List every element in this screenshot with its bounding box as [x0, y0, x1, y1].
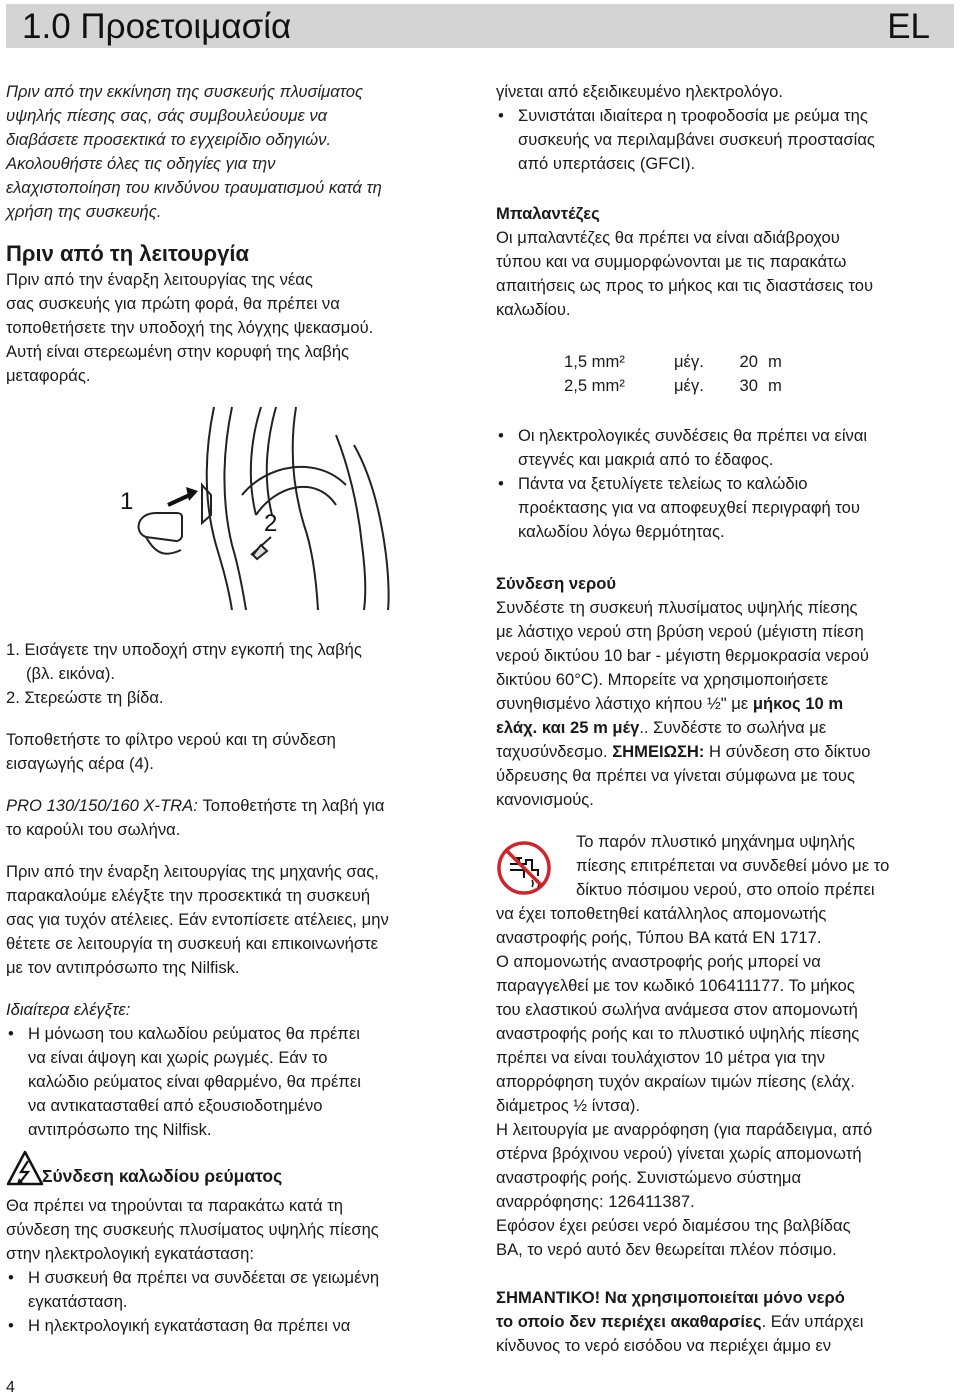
table-cell: μέγ. — [674, 376, 704, 395]
text-line: Τοποθετήστε το φίλτρο νερού και τη σύνδεση — [6, 730, 336, 749]
text-line: Αυτή είναι στερεωμένη στην κορυφή της λαβής — [6, 342, 350, 361]
table-row — [564, 374, 782, 398]
text-line: διάμετρος ½ ίντσα). — [496, 1096, 641, 1115]
model-name: PRO 130/150/160 X-TRA: — [6, 796, 198, 815]
text-line: χρήση της συσκευής. — [6, 202, 162, 221]
text-line: παρακαλούμε ελέγξτε την προσεκτικά τη συσκευή — [6, 886, 371, 905]
electric-hazard-icon — [6, 1150, 44, 1186]
check-special-heading: Ιδιαίτερα ελέγξτε: — [6, 1000, 131, 1019]
text-line: εισαγωγής αέρα (4). — [6, 754, 154, 773]
text-line: Το παρόν πλυστικό μηχάνημα υψηλής — [576, 832, 855, 851]
text-line: Πριν από την εκκίνηση της συσκευής πλυσίματος — [6, 82, 364, 101]
text-bold: μήκος 10 m — [752, 694, 844, 713]
text-line: πίεσης επιτρέπεται να συνδεθεί μόνο με το — [576, 856, 890, 875]
water-paragraph — [496, 596, 958, 812]
figure-label-1: 1 — [120, 488, 134, 515]
text-line: Θα πρέπει να τηρούνται τα παρακάτω κατά τη — [6, 1196, 344, 1215]
text-line: Πριν από την έναρξη λειτουργίας της μηχανής σας, — [6, 862, 379, 881]
page-number: 4 — [6, 1379, 15, 1396]
text-line: κανονισμούς. — [496, 790, 594, 809]
text-line: εγκατάσταση. — [28, 1292, 128, 1311]
check-paragraph — [6, 860, 468, 980]
text-line: αναρρόφησης: 126411387. — [496, 1192, 695, 1211]
text-line: αναστροφής ροής. Συνιστώμενο σύστημα — [496, 1168, 802, 1187]
figure-label-2: 2 — [264, 510, 278, 537]
text-line: Η μόνωση του καλωδίου ρεύματος θα πρέπει — [28, 1024, 360, 1043]
drinking-water-notice — [496, 830, 958, 1262]
text-line: καλωδίου. — [496, 300, 571, 319]
language-code: EL — [887, 7, 930, 46]
text-line: . Εάν υπάρχει — [761, 1312, 864, 1331]
text-line: ταχυσύνδεσμο. — [496, 742, 613, 761]
text-line: δικτύου 60°C). Μπορείτε να χρησιμοποιήσετε — [496, 670, 829, 689]
text-bold: ελάχ. και 25 m μέγ — [496, 718, 640, 737]
text-line: συσκευής να περιλαμβάνει συσκευή προστασίας — [518, 130, 875, 149]
text-line: αναστροφής ροής και το πλυστικό υψηλής πίεσης — [496, 1024, 860, 1043]
step-1-cont: (βλ. εικόνα). — [26, 664, 116, 683]
text-line: Η λειτουργία με αναρρόφηση (για παράδειγμα, από — [496, 1120, 873, 1139]
power-heading: Σύνδεση καλωδίου ρεύματος — [42, 1166, 283, 1186]
text-line: το καρούλι του σωλήνα. — [6, 820, 181, 839]
text-line: .. Συνδέστε το σωλήνα με — [639, 718, 827, 737]
text-line: Οι μπαλαντέζες θα πρέπει να είναι αδιάβροχου — [496, 228, 840, 247]
text-line: καλωδίου λόγω θερμότητας. — [518, 522, 725, 541]
steps-list — [6, 638, 468, 710]
text-line: τύπου και να συμμορφώνονται με τις παρακάτω — [496, 252, 847, 271]
text-line: από υπερτάσεις (GFCI). — [518, 154, 696, 173]
text-line: BA, το νερό αυτό δεν θεωρείται πλέον πόσιμο. — [496, 1240, 837, 1259]
text-line: Οι ηλεκτρολογικές συνδέσεις θα πρέπει να είναι — [518, 426, 868, 445]
power-paragraph — [6, 1194, 468, 1266]
text-line: συνηθισμένο λάστιχο κήπου ½" με — [496, 694, 753, 713]
text-line: Η σύνδεση στο δίκτυο — [704, 742, 871, 761]
table-cell: μέγ. — [674, 352, 704, 371]
pro-paragraph — [6, 794, 468, 842]
text-line: σας για τυχόν ατέλειες. Εάν εντοπίσετε ατέλειες, μην — [6, 910, 389, 929]
text-line: στέρνα βρόχινου νερού) γίνεται χωρίς απομονωτή — [496, 1144, 862, 1163]
text-line: Η συσκευή θα πρέπει να συνδέεται σε γειωμένη — [28, 1268, 380, 1287]
intro-paragraph — [6, 80, 468, 224]
list-item: • Πάντα να ξετυλίγετε τελείως το καλώδιο προέκτασης για να αποφευχθεί περιγραφή του καλωδίου λόγω θερμότητας. — [496, 472, 958, 544]
cable-table — [564, 350, 782, 398]
text-line: Ο απομονωτής αναστροφής ροής μπορεί να — [496, 952, 821, 971]
text-line: Συνιστάται ιδιαίτερα η τροφοδοσία με ρεύμα της — [518, 106, 868, 125]
list-item: • Η συσκευή θα πρέπει να συνδέεται σε γειωμένη εγκατάσταση. — [6, 1266, 468, 1314]
step-1: 1. Εισάγετε την υποδοχή στην εγκοπή της λαβής — [6, 640, 362, 659]
text-line: στην ηλεκτρολογική εγκατάσταση: — [6, 1244, 254, 1263]
text-line: παραγγελθεί με τον κωδικό 106411177. Το μήκος — [496, 976, 855, 995]
text-line: σας συσκευής για πρώτη φορά, θα πρέπει να — [6, 294, 340, 313]
power-list — [6, 1266, 468, 1338]
text-line: με λάστιχο νερού στη βρύση νερού (μέγιστη πίεση — [496, 622, 864, 641]
table-cell: 30 — [739, 376, 758, 395]
right-column — [496, 80, 958, 1358]
text-line: νερού δικτύου 10 bar - μέγιστη θερμοκρασία νερού — [496, 646, 869, 665]
text-line: αντιπρόσωπο της Nilfisk. — [28, 1120, 212, 1139]
table-cell: 1,5 mm² — [564, 352, 625, 371]
text-line: Εφόσον έχει ρεύσει νερό διαμέσου της βαλβίδας — [496, 1216, 851, 1235]
before-operation-text — [6, 268, 468, 388]
check-list — [6, 1022, 468, 1142]
text-line: καλώδιο ρεύματος είναι φθαρμένο, θα πρέπει — [28, 1072, 361, 1091]
text-line: αναστροφής ροής, Τύπου BA κατά EN 1717. — [496, 928, 822, 947]
text-line: κίνδυνος το νερό εισόδου να περιέχει άμμο εν — [496, 1336, 832, 1355]
text-line: ελαχιστοποίηση του κινδύνου τραυματισμού κατά τη — [6, 178, 382, 197]
text-line: πρέπει να είναι τουλάχιστον 10 μέτρα για την — [496, 1048, 826, 1067]
list-item: • Συνιστάται ιδιαίτερα η τροφοδοσία με ρεύμα της συσκευής να περιλαμβάνει συσκευή προστασίας από υπερτάσεις (GFCI). — [496, 104, 958, 176]
text-line: απαιτήσεις ως προς το μήκος και τις διαστάσεις του — [496, 276, 874, 295]
text-line: να είναι άψογη και χωρίς ρωγμές. Εάν το — [28, 1048, 328, 1067]
gfci-list — [496, 104, 958, 176]
text-line: τοποθετήσετε την υποδοχή της λόγχης ψεκασμού. — [6, 318, 374, 337]
text-line: του ελαστικού σωλήνα ανάμεσα στον απομονωτή — [496, 1000, 858, 1019]
text-line: στεγνές και μακριά από το έδαφος. — [518, 450, 774, 469]
electrical-list — [496, 424, 958, 544]
text-line: να αντικατασταθεί από εξουσιοδοτημένο — [28, 1096, 323, 1115]
text-line: δίκτυο πόσιμου νερού, στο οποίο πρέπει — [576, 880, 875, 899]
power-heading-row — [6, 1164, 468, 1194]
text-line: υψηλής πίεσης σας, σάς συμβουλεύουμε να — [6, 106, 328, 125]
extension-heading: Μπαλαντέζες — [496, 204, 600, 223]
table-row — [564, 350, 782, 374]
text-line: Η ηλεκτρολογική εγκατάσταση θα πρέπει να — [28, 1316, 351, 1335]
text-line: μεταφοράς. — [6, 366, 91, 385]
text-line: απορρόφηση τυχόν ακραίων τιμών πίεσης (ελάχ. — [496, 1072, 855, 1091]
filter-paragraph — [6, 728, 468, 776]
text-line: θέτετε σε λειτουργία τη συσκευή και επικοινωνήστε — [6, 934, 379, 953]
text-line: Συνδέστε τη συσκευή πλυσίματος υψηλής πίεσης — [496, 598, 858, 617]
text-line: διαβάσετε προσεκτικά το εγχειρίδιο οδηγιών. — [6, 130, 332, 149]
text-line: Πάντα να ξετυλίγετε τελείως το καλώδιο — [518, 474, 808, 493]
text-bold: το οποίο δεν περιέχει ακαθαρσίες — [496, 1312, 762, 1331]
table-cell: 2,5 mm² — [564, 376, 625, 395]
no-drinking-water-connection-icon — [496, 840, 552, 896]
text-line: ύδρευσης θα πρέπει να γίνεται σύμφωνα με τους — [496, 766, 855, 785]
text-line: με τον αντιπρόσωπο της Nilfisk. — [6, 958, 240, 977]
table-cell: m — [768, 376, 782, 395]
water-heading: Σύνδεση νερού — [496, 574, 617, 593]
continued-text: γίνεται από εξειδικευμένο ηλεκτρολόγο. — [496, 82, 784, 101]
important-paragraph — [496, 1286, 958, 1358]
table-cell: m — [768, 352, 782, 371]
text-line: Ακολουθήστε όλες τις οδηγίες για την — [6, 154, 276, 173]
section-title: 1.0 Προετοιμασία — [22, 7, 292, 46]
list-item: • Οι ηλεκτρολογικές συνδέσεις θα πρέπει να είναι στεγνές και μακριά από το έδαφος. — [496, 424, 958, 472]
page-header — [6, 4, 954, 48]
text-line: σύνδεση της συσκευής πλυσίματος υψηλής πίεσης — [6, 1220, 379, 1239]
step-2: 2. Στερεώστε τη βίδα. — [6, 688, 164, 707]
holder-illustration — [6, 405, 466, 610]
left-column — [6, 80, 468, 1338]
text-line: προέκτασης για να αποφευχθεί περιγραφή του — [518, 498, 860, 517]
important-heading: ΣΗΜΑΝΤΙΚΟ! Να χρησιμοποιείται μόνο νερό — [496, 1288, 845, 1307]
note-label: ΣΗΜΕΙΩΣΗ: — [612, 742, 705, 761]
text-line: Πριν από την έναρξη λειτουργίας της νέας — [6, 270, 313, 289]
table-cell: 20 — [739, 352, 758, 371]
list-item: • Η ηλεκτρολογική εγκατάσταση θα πρέπει να — [6, 1314, 468, 1338]
before-operation-heading: Πριν από τη λειτουργία — [6, 241, 249, 266]
handle-drawing — [6, 405, 466, 610]
text-line: Τοποθετήστε τη λαβή για — [197, 796, 385, 815]
extension-paragraph — [496, 226, 958, 322]
list-item: • Η μόνωση του καλωδίου ρεύματος θα πρέπει να είναι άψογη και χωρίς ρωγμές. Εάν το καλώδιο ρεύματος είναι φθαρμένο, θα πρέπει να αντικατασταθεί από εξουσιοδοτημένο αντιπρόσωπο της Nilfisk. — [6, 1022, 468, 1142]
text-line: να έχει τοποθετηθεί κατάλληλος απομονωτής — [496, 904, 827, 923]
